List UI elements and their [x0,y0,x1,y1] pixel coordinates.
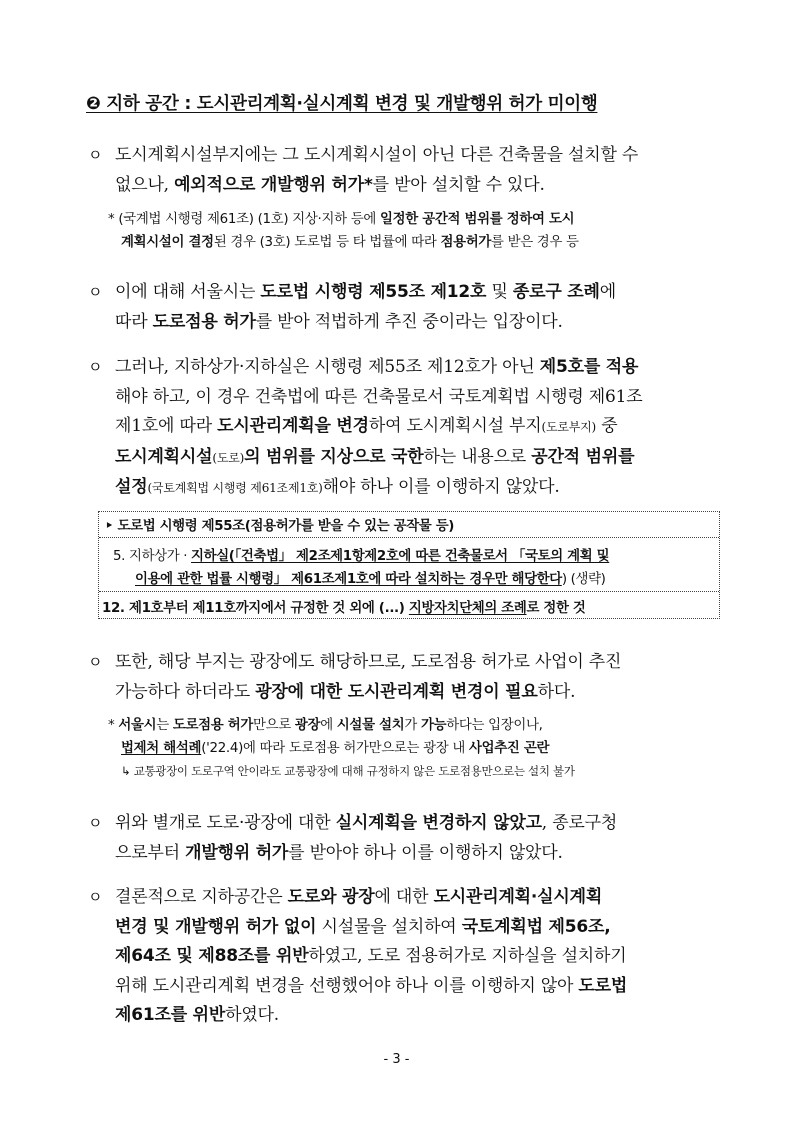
footnote-1 [108,208,733,254]
p3-line-5: 설정(국토계획법 시행령 제61조제1호)해야 하나 이를 이행하지 않았다. [115,477,560,497]
p2-line-1: 이에 대해 서울시는 도로법 시행령 제55조 제12호 및 종로구 조례에 [115,282,616,302]
paragraph-2 [88,278,728,337]
section-heading: ❷ 지하 공간 : 도시관리계획·실시계획 변경 및 개발행위 허가 미이행 [86,94,598,114]
p4-line-2: 가능하다 하더라도 광장에 대한 도시관리계획 변경이 필요하다. [115,681,576,702]
n2-line-2: 법제처 해석례('22.4)에 따라 도로점용 허가만으로는 광장 내 사업추진 곤란 [121,741,550,756]
law-excerpt-box [98,511,720,619]
bullet-icon: ㅇ [88,283,103,301]
p2-line-2: 따라 도로점용 허가를 받아 적법하게 추진 중이라는 입장이다. [115,311,563,332]
n2-line-3: ↳ 교통광장이 도로구역 안이라도 교통광장에 대해 규정하지 않은 도로점용만으로는 설치 불가 [121,764,575,778]
bullet-icon: ㅇ [88,146,103,164]
n1-line-2: 계획시설이 결정된 경우 (3호) 도로법 등 타 법률에 따라 점용허가를 받은 경우 등 [121,235,579,250]
p1-line-2: 없으나, 예외적으로 개발행위 허가*를 받아 설치할 수 있다. [115,174,545,195]
n1-line-1: * (국계법 시행령 제61조) (1호) 지상·지하 등에 일정한 공간적 범위를 정하여 도시 [108,212,575,227]
p6-line-3: 제64조 및 제88조를 위반하였고, 도로 점용허가로 지하실을 설치하기 [115,946,627,966]
box-row-2: 이용에 관한 법률 시행령」 제61조제1호에 따라 설치하는 경우만 해당한다) (생략) [135,572,606,587]
footnote-2 [108,714,733,783]
box-title: ‣ 도로법 시행령 제55조(점용허가를 받을 수 있는 공작물 등) [105,519,455,534]
box-row-1: 5. 지하상가 · 지하실(「건축법」 제2조제1항제2호에 따른 건축물로서 「국토의 계획 및 [113,549,610,564]
bullet-icon: ㅇ [88,653,103,671]
p6-line-2: 변경 및 개발행위 허가 없이 시설물을 설치하여 국토계획법 제56조, [115,916,611,937]
p5-line-1: 위와 별개로 도로·광장에 대한 실시계획을 변경하지 않았고, 종로구청 [115,813,618,833]
p6-line-4: 위해 도시관리계획 변경을 선행했어야 하나 이를 이행하지 않아 도로법 [115,975,628,996]
n2-line-1: * 서울시는 도로점용 허가만으로 광장에 시설물 설치가 가능하다는 입장이나, [108,718,543,733]
p6-line-5: 제61조를 위반하였다. [115,1005,279,1025]
box-divider [99,591,719,592]
p4-line-1: 또한, 해당 부지는 광장에도 해당하므로, 도로점용 허가로 사업이 추진 [115,652,622,672]
p3-line-1: 그러나, 지하상가·지하실은 시행령 제55조 제12호가 아닌 제5호를 적용 [115,357,639,377]
p6-line-1: 결론적으로 지하공간은 도로와 광장에 대한 도시관리계획·실시계획 [115,887,603,907]
paragraph-3 [88,353,728,504]
page-number: - 3 - [383,1052,410,1067]
p3-line-4: 도시계획시설(도로)의 범위를 지상으로 국한하는 내용으로 공간적 범위를 [115,446,635,467]
paragraph-6 [88,883,728,1031]
bullet-icon: ㅇ [88,358,103,376]
paragraph-4 [88,648,728,707]
bullet-icon: ㅇ [88,888,103,906]
p3-line-2: 해야 하고, 이 경우 건축법에 따른 건축물로서 국토계획법 시행령 제61조 [115,386,643,407]
paragraph-1 [88,141,728,200]
box-divider [99,537,719,538]
p3-line-3: 제1호에 따라 도시관리계획을 변경하여 도시계획시설 부지(도로부지) 중 [115,416,618,436]
p1-line-1: 도시계획시설부지에는 그 도시계획시설이 아닌 다른 건축물을 설치할 수 [115,145,639,165]
paragraph-5 [88,809,728,868]
box-row-3: 12. 제1호부터 제11호까지에서 규정한 것 외에 (...) 지방자치단체의 조례로 정한 것 [102,601,586,616]
p5-line-2: 으로부터 개발행위 허가를 받아야 하나 이를 이행하지 않았다. [115,842,563,863]
bullet-icon: ㅇ [88,814,103,832]
